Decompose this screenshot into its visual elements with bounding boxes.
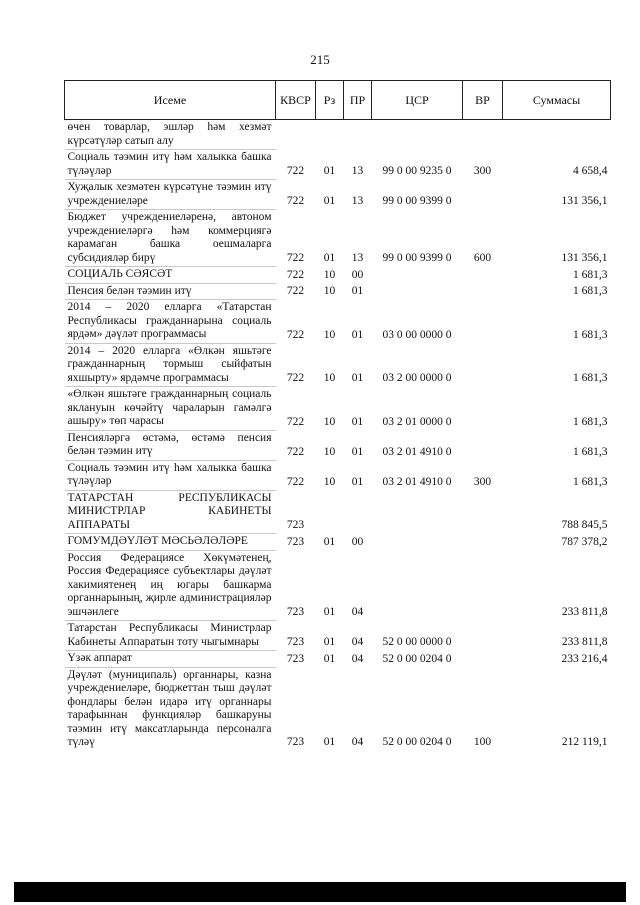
- cell-vr: [463, 120, 503, 150]
- header-csr: ЦСР: [372, 81, 463, 120]
- cell-rz: 01: [323, 165, 336, 177]
- cell-pr: 01: [351, 285, 364, 297]
- cell-sum: 233 811,8: [561, 606, 608, 618]
- cell-pr: 01: [351, 475, 364, 488]
- cell-rz: 01: [323, 736, 336, 748]
- cell-sum: 788 845,5: [561, 519, 608, 531]
- cell-vr: 300: [473, 165, 492, 177]
- cell-kvsr: 722: [286, 415, 305, 428]
- scan-edge-bar: [14, 882, 626, 902]
- header-vr: ВР: [463, 81, 503, 120]
- table-row: [65, 621, 611, 651]
- cell-name: Россия Федерациясе Хөкүмәтенең, Россия Федерациясе субъектлары дәүләт хакимиятенең иң югары башкарма органнарының, җирле администрацияләр эшчәнлеге: [65, 550, 276, 621]
- cell-csr: 52 0 00 0204 0: [382, 652, 452, 665]
- cell-kvsr: 722: [286, 372, 305, 384]
- cell-name: 2014 – 2020 елларга «Өлкән яшьтәге гражданнарның тормыш сыйфатын яхшырту» ярдәмче программасы: [65, 343, 276, 387]
- cell-name: Татарстан Республикасы Министрлар Кабинеты Аппаратын тоту чыгымнары: [65, 621, 276, 651]
- cell-vr: [463, 387, 503, 431]
- table-row: [65, 150, 611, 180]
- cell-csr: [372, 120, 463, 150]
- cell-vr: [463, 621, 503, 651]
- cell-sum: 1 681,3: [573, 268, 608, 281]
- cell-pr: 13: [351, 195, 364, 207]
- cell-sum: 1 681,3: [573, 415, 608, 428]
- header-sum: Суммасы: [503, 81, 611, 120]
- cell-vr: [463, 550, 503, 621]
- cell-kvsr: 722: [286, 165, 305, 177]
- table-row: [65, 534, 611, 551]
- cell-name: Бюджет учреждениеләренә, автоном учреждениеләргә һәм коммерциягә карамаган башка оешмаларга субсидияләр бирү: [65, 210, 276, 267]
- cell-pr: 04: [351, 606, 364, 618]
- cell-name: Социаль тәэмин итү һәм халыкка башка түләүләр: [65, 460, 276, 490]
- cell-vr: [463, 267, 503, 284]
- cell-pr: 00: [351, 535, 364, 548]
- table-row: [65, 387, 611, 431]
- cell-csr: 03 2 01 0000 0: [382, 415, 452, 428]
- cell-name: Дәүләт (муниципаль) органнары, казна учреждениеләре, бюджеттан тыш дәүләт фондлары белән идарә итү органнары тарафыннан функцияләр башкаруны тәэмин итү максатларында персоналга түләү: [65, 667, 276, 751]
- cell-vr: [463, 651, 503, 668]
- cell-name: 2014 – 2020 елларга «Татарстан Республикасы гражданнарына социаль ярдәм» дәүләт программасы: [65, 300, 276, 344]
- header-pr: ПР: [344, 81, 372, 120]
- cell-vr: [463, 490, 503, 534]
- table-row: [65, 120, 611, 150]
- cell-name: Социаль тәэмин итү һәм халыкка башка түләүләр: [65, 150, 276, 180]
- cell-rz: 01: [323, 195, 336, 207]
- cell-rz: 10: [323, 415, 336, 428]
- cell-pr: [344, 120, 372, 150]
- cell-rz: 10: [323, 445, 336, 458]
- cell-rz: 01: [323, 535, 336, 548]
- cell-name: өчен товарлар, эшләр һәм хезмәт күрсәтүләр сатып алу: [67, 121, 272, 147]
- cell-pr: 04: [351, 652, 364, 665]
- cell-sum: 233 811,8: [561, 636, 608, 648]
- cell-kvsr: 722: [286, 195, 305, 207]
- cell-name: Пенсияләргә өстәмә, өстәмә пенсия белән тәэмин итү: [65, 430, 276, 460]
- cell-csr: 03 2 01 4910 0: [382, 475, 452, 488]
- cell-rz: [316, 120, 344, 150]
- cell-csr: 52 0 00 0204 0: [382, 736, 452, 748]
- table-row: [65, 667, 611, 751]
- table-body: [65, 120, 611, 751]
- cell-csr: [372, 267, 463, 284]
- cell-rz: 01: [323, 252, 336, 264]
- table-row: [65, 430, 611, 460]
- cell-sum: 1 681,3: [573, 285, 608, 297]
- cell-csr: 99 0 00 9235 0: [382, 165, 452, 177]
- cell-vr: [463, 283, 503, 300]
- cell-kvsr: 722: [286, 285, 305, 297]
- cell-csr: 03 2 00 0000 0: [382, 372, 452, 384]
- cell-csr: [372, 534, 463, 551]
- table-row: [65, 300, 611, 344]
- cell-pr: [344, 490, 372, 534]
- table-header-row: [65, 81, 611, 120]
- cell-kvsr: 722: [286, 268, 305, 281]
- cell-pr: 04: [351, 736, 364, 748]
- cell-rz: 10: [323, 268, 336, 281]
- table-row: [65, 343, 611, 387]
- cell-vr: 600: [473, 252, 492, 264]
- cell-pr: 01: [351, 415, 364, 428]
- page-number: 215: [310, 52, 330, 67]
- cell-pr: 01: [351, 445, 364, 458]
- cell-name: Үзәк аппарат: [65, 651, 276, 668]
- header-rz: Рз: [316, 81, 344, 120]
- cell-vr: [463, 300, 503, 344]
- cell-csr: [372, 283, 463, 300]
- cell-rz: 01: [323, 636, 336, 648]
- cell-csr: 03 2 01 4910 0: [382, 445, 452, 458]
- cell-vr: [463, 343, 503, 387]
- cell-kvsr: 723: [286, 606, 305, 618]
- cell-sum: 131 356,1: [561, 195, 608, 207]
- cell-csr: [372, 550, 463, 621]
- cell-vr: 100: [473, 736, 492, 748]
- cell-rz: 10: [323, 285, 336, 297]
- cell-sum: 1 681,3: [573, 445, 608, 458]
- cell-kvsr: 722: [286, 445, 305, 458]
- table-row: [65, 460, 611, 490]
- cell-name: СОЦИАЛЬ СӘЯСӘТ: [65, 267, 276, 284]
- cell-name: ТАТАРСТАН РЕСПУБЛИКАСЫ МИНИСТРЛАР КАБИНЕТЫ АППАРАТЫ: [65, 490, 276, 534]
- table-row: [65, 180, 611, 210]
- cell-csr: 99 0 00 9399 0: [382, 195, 452, 207]
- table-row: [65, 210, 611, 267]
- cell-vr: 300: [473, 475, 492, 488]
- cell-rz: 01: [323, 652, 336, 665]
- cell-name: Хуҗалык хезмәтен күрсәтүне тәэмин итү учреждениеләре: [65, 180, 276, 210]
- cell-kvsr: [276, 120, 316, 150]
- cell-name: Пенсия белән тәэмин итү: [65, 283, 276, 300]
- cell-csr: [372, 490, 463, 534]
- cell-name: «Өлкән яшьтәге гражданнарның социаль яклануын көчәйтү чараларын гамәлгә ашыру» төп чарасы: [65, 387, 276, 431]
- cell-sum: 1 681,3: [573, 372, 608, 384]
- cell-kvsr: 723: [286, 535, 305, 548]
- cell-vr: [463, 430, 503, 460]
- cell-kvsr: 723: [286, 652, 305, 665]
- cell-pr: 01: [351, 328, 364, 341]
- cell-kvsr: 722: [286, 328, 305, 341]
- cell-pr: 00: [351, 268, 364, 281]
- cell-vr: [463, 534, 503, 551]
- cell-sum: [503, 120, 611, 150]
- cell-pr: 13: [351, 165, 364, 177]
- cell-sum: 1 681,3: [573, 328, 608, 341]
- cell-kvsr: 723: [286, 736, 305, 748]
- header-kvsr: КВСР: [276, 81, 316, 120]
- cell-rz: 10: [323, 475, 336, 488]
- cell-kvsr: 722: [286, 475, 305, 488]
- table-row: [65, 651, 611, 668]
- cell-sum: 4 658,4: [573, 165, 608, 177]
- cell-kvsr: 722: [286, 252, 305, 264]
- budget-table: [64, 80, 611, 751]
- cell-rz: 01: [323, 606, 336, 618]
- cell-csr: 52 0 00 0000 0: [382, 636, 452, 648]
- cell-kvsr: 723: [286, 636, 305, 648]
- cell-pr: 13: [351, 252, 364, 264]
- cell-rz: 10: [323, 328, 336, 341]
- cell-pr: 01: [351, 372, 364, 384]
- cell-kvsr: 723: [286, 519, 305, 531]
- cell-rz: 10: [323, 372, 336, 384]
- table-row: [65, 267, 611, 284]
- table-row: [65, 550, 611, 621]
- table-row: [65, 283, 611, 300]
- cell-rz: [316, 490, 344, 534]
- cell-sum: 787 378,2: [561, 535, 608, 548]
- cell-name: ГОМУМДӘҮЛӘТ МӘСЬӘЛӘЛӘРЕ: [65, 534, 276, 551]
- cell-sum: 131 356,1: [561, 252, 608, 264]
- cell-sum: 233 216,4: [561, 652, 608, 665]
- cell-sum: 212 119,1: [561, 736, 608, 748]
- header-name: Исеме: [65, 81, 276, 120]
- cell-sum: 1 681,3: [573, 475, 608, 488]
- cell-vr: [463, 180, 503, 210]
- table-row: [65, 490, 611, 534]
- cell-csr: 99 0 00 9399 0: [382, 252, 452, 264]
- cell-pr: 04: [351, 636, 364, 648]
- cell-csr: 03 0 00 0000 0: [382, 328, 452, 341]
